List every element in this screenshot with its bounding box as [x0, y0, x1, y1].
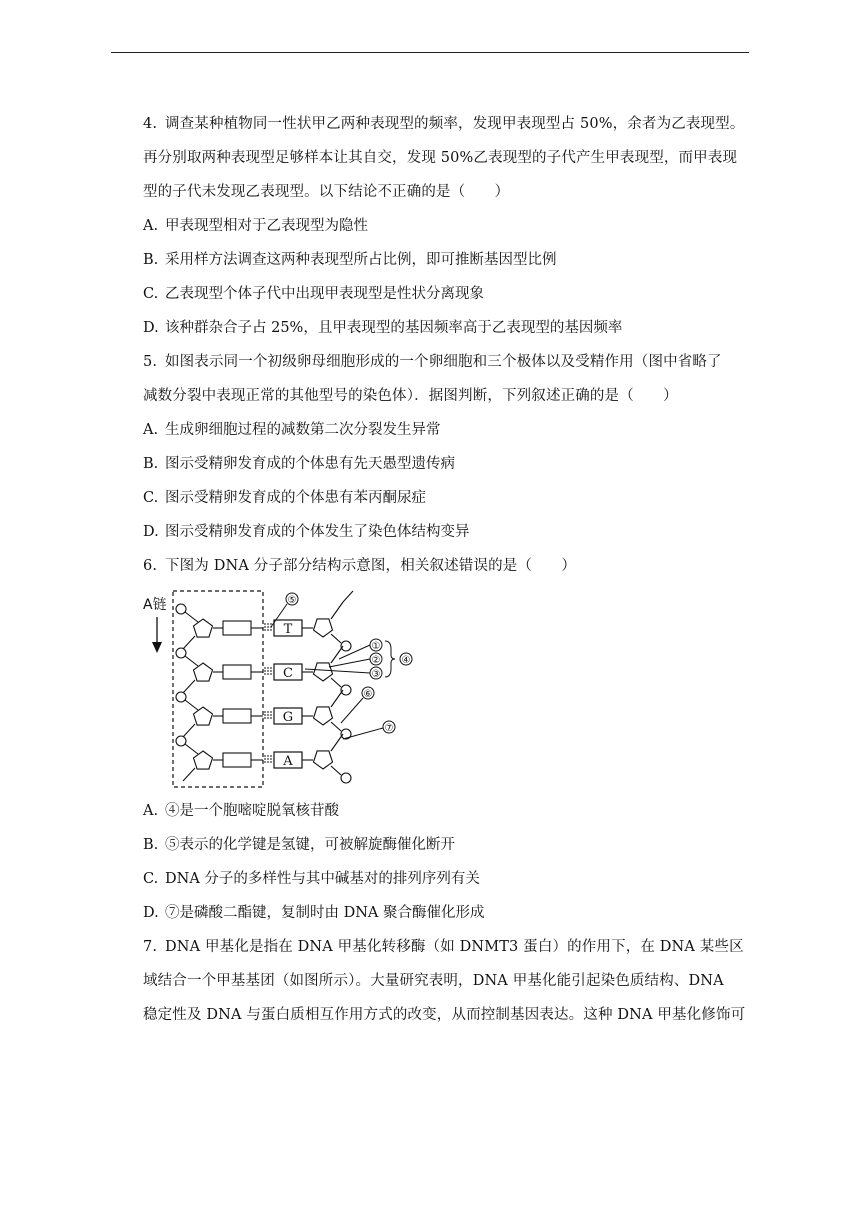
option-text: 图示受精卵发育成的个体患有先天愚型遗传病 — [165, 456, 455, 472]
marker-4 — [385, 641, 412, 677]
option-letter: B. — [143, 456, 159, 472]
sugar-right — [314, 619, 333, 637]
option-letter: A. — [143, 803, 159, 819]
question-6 — [143, 549, 758, 930]
option-c — [143, 277, 758, 311]
base-letter: G — [282, 710, 294, 725]
sugar-left — [194, 663, 213, 681]
chain-label: A链 — [143, 597, 167, 613]
option-c — [143, 862, 758, 896]
option-text: 图示受精卵发育成的个体发生了染色体结构变异 — [165, 524, 470, 540]
option-text: 乙表现型个体子代中出现甲表现型是性状分离现象 — [165, 286, 484, 302]
option-letter: D. — [143, 320, 159, 336]
svg-text:⑦: ⑦ — [384, 723, 394, 734]
question-stem-line: 型的子代未发现乙表现型。以下结论不正确的是（ ） — [143, 184, 510, 200]
question-text: DNA 甲基化是指在 DNA 甲基化转移酶（如 DNMT3 蛋白）的作用下，在 DNA 某些区 — [165, 939, 744, 955]
svg-text:③: ③ — [371, 669, 381, 680]
question-stem-line: 域结合一个甲基基团（如图所示）。大量研究表明，DNA 甲基化能引起染色质结构、DNA — [143, 973, 724, 989]
option-b — [143, 447, 758, 481]
option-text: 采用样方法调查这两种表现型所占比例，即可推断基因型比例 — [165, 252, 557, 268]
phosphate-left — [176, 648, 186, 658]
question-4 — [143, 107, 758, 345]
question-stem-line — [143, 345, 758, 379]
svg-text:②: ② — [371, 655, 381, 666]
base-left — [223, 665, 251, 679]
question-list — [143, 107, 758, 1032]
svg-text:④: ④ — [401, 655, 411, 666]
base-left — [223, 621, 251, 635]
option-text: ④是一个胞嘧啶脱氧核苷酸 — [165, 803, 339, 819]
question-text: 下图为 DNA 分子部分结构示意图，相关叙述错误的是（ ） — [165, 558, 577, 574]
svg-text:⑥: ⑥ — [363, 689, 373, 700]
option-d — [143, 515, 758, 549]
phosphate-right — [341, 773, 351, 783]
option-letter: C. — [143, 871, 159, 887]
question-stem-line — [143, 107, 758, 141]
question-5 — [143, 345, 758, 549]
sugar-left — [194, 619, 213, 637]
question-7 — [143, 930, 758, 1032]
base-letter: T — [283, 622, 293, 637]
header-rule — [111, 52, 749, 53]
question-stem-line: 减数分裂中表现正常的其他型号的染色体）．据图判断，下列叙述正确的是（ ） — [143, 388, 678, 404]
phosphate-left — [176, 736, 186, 746]
base-pairs — [251, 624, 272, 762]
option-a — [143, 794, 758, 828]
option-c — [143, 481, 758, 515]
svg-text:⑤: ⑤ — [287, 595, 297, 606]
option-b — [143, 828, 758, 862]
sugar-right — [314, 707, 333, 725]
right-strand — [274, 591, 353, 783]
sugar-right — [314, 751, 333, 769]
option-a — [143, 413, 758, 447]
sugar-left — [194, 751, 213, 769]
svg-text:①: ① — [371, 641, 381, 652]
sugar-left — [194, 707, 213, 725]
question-number: 4. — [143, 116, 158, 132]
phosphate-left — [176, 692, 186, 702]
option-letter: B. — [143, 252, 159, 268]
option-letter: B. — [143, 837, 159, 853]
question-stem-line: 稳定性及 DNA 与蛋白质相互作用方式的改变，从而控制基因表达。这种 DNA 甲基化修饰可 — [143, 1007, 746, 1023]
question-stem-line — [143, 549, 758, 583]
base-letter: C — [283, 666, 293, 681]
option-letter: A. — [143, 422, 159, 438]
option-text: 图示受精卵发育成的个体患有苯丙酮尿症 — [165, 490, 426, 506]
dna-structure-figure — [143, 587, 443, 792]
question-number: 7. — [143, 939, 158, 955]
dna-diagram — [143, 587, 443, 792]
left-strand — [176, 604, 251, 781]
question-number: 5. — [143, 354, 158, 370]
base-letter: A — [283, 754, 293, 769]
question-text: 调查某种植物同一性状甲乙两种表现型的频率，发现甲表现型占 50%，余者为乙表现型。 — [165, 116, 745, 132]
base-left — [223, 709, 251, 723]
phosphate-left — [176, 604, 186, 614]
option-text: 甲表现型相对于乙表现型为隐性 — [165, 218, 368, 234]
option-d — [143, 311, 758, 345]
option-a — [143, 209, 758, 243]
question-stem-line: 再分别取两种表现型足够样本让其自交，发现 50%乙表现型的子代产生甲表现型，而甲表现 — [143, 150, 738, 166]
base-left — [223, 753, 251, 767]
option-text: 该种群杂合子占 25%，且甲表现型的基因频率高于乙表现型的基因频率 — [165, 320, 623, 336]
option-text: ⑤表示的化学键是氢键，可被解旋酶催化断开 — [165, 837, 455, 853]
option-letter: C. — [143, 490, 159, 506]
option-letter: D. — [143, 905, 159, 921]
chain-arrow-head — [152, 642, 162, 653]
option-text: ⑦是磷酸二酯键，复制时由 DNA 聚合酶催化形成 — [165, 905, 485, 921]
option-letter: D. — [143, 524, 159, 540]
option-text: DNA 分子的多样性与其中碱基对的排列序列有关 — [165, 871, 480, 887]
question-text: 如图表示同一个初级卵母细胞形成的一个卵细胞和三个极体以及受精作用（图中省略了 — [165, 354, 722, 370]
question-stem-line — [143, 930, 758, 964]
question-number: 6. — [143, 558, 158, 574]
option-d — [143, 896, 758, 930]
option-text: 生成卵细胞过程的减数第二次分裂发生异常 — [165, 422, 441, 438]
option-letter: C. — [143, 286, 159, 302]
option-letter: A. — [143, 218, 159, 234]
option-b — [143, 243, 758, 277]
sugar-right — [314, 663, 333, 681]
